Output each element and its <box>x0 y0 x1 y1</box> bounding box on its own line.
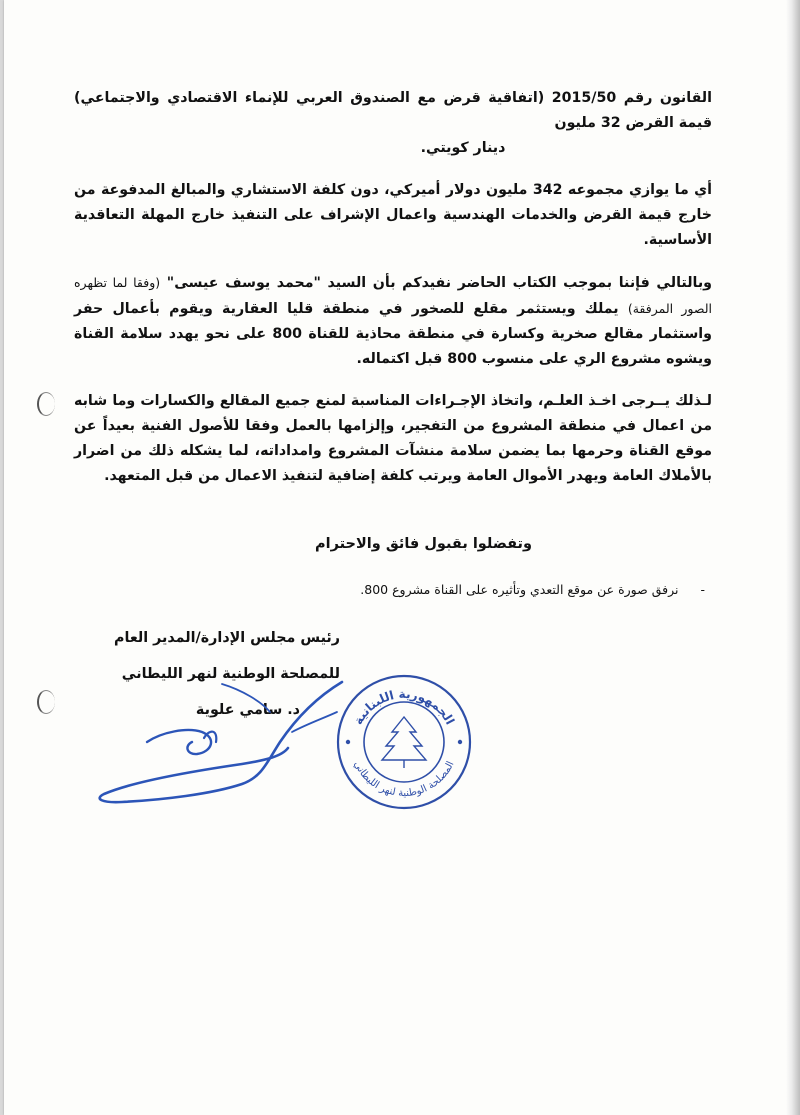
document-page <box>4 0 800 1115</box>
letter-body <box>74 86 712 506</box>
paragraph-quarry-notice <box>74 270 712 372</box>
quarry-notice-photos-note: (وفقا لما تظهره الصور المرفقة) <box>74 275 712 316</box>
paragraph-request: لـذلك يــرجى اخـذ العلـم، واتخاذ الإجـراءات المناسبة لمنع جميع المقالع والكسارات وما شابه من اعمال في منطقة المشروع من التفجير، وإلزامها بالعمل وفقا للأصول الفنية بعيداً عن موقع القناة وحرمها بما يضمن سلامة منشآت المشروع وامداداته، لما يشكله ذلك من اضرار بالأملاك العامة ويهدر الأموال العامة ويرتب كلفة إضافية لتنفيذ الاعمال من قبل المتعهد. <box>74 393 712 484</box>
page-edge-shadow <box>786 0 800 1115</box>
paragraph-cost: أي ما يوازي مجموعه 342 مليون دولار أميركي، دون كلفة الاستشاري والمبالغ المدفوعة من خارج قيمة القرض والخدمات الهندسية واعمال الإشراف على التنفيذ خارج المهلة التعاقدية الأساسية. <box>74 182 712 248</box>
handwritten-signature <box>92 672 372 822</box>
paragraph-law-reference <box>74 86 712 161</box>
punch-hole <box>37 690 55 714</box>
law-reference-line2: دينار كويتي. <box>420 140 506 156</box>
signer-title: رئيس مجلس الإدارة/المدير العام <box>113 630 340 646</box>
quarry-notice-part1: وبالتالي فإننا بموجب الكتاب الحاضر نفيدكم بأن السيد "محمد يوسف عيسى" <box>166 275 712 291</box>
svg-text:الجمهورية اللبنانية <box>351 687 457 727</box>
law-reference-line1: القانون رقم 2015/50 (اتفاقية قرض مع الصندوق العربي للإنماء الاقتصادي والاجتماعي) قيمة القرض 32 مليون <box>74 90 712 131</box>
official-seal <box>334 672 474 812</box>
signer-organization: للمصلحة الوطنية لنهر الليطاني <box>121 666 340 682</box>
attachment-dash: - <box>700 582 705 597</box>
seal-bottom-text: المصلحة الوطنية لنهر الليطاني <box>351 759 457 800</box>
signer-name: د. سامي علوية <box>195 702 300 718</box>
punch-hole <box>37 392 55 416</box>
quarry-notice-part3: يملك ويستثمر مقلع للصخور في منطقة قليا العقارية ويقوم بأعمال حفر واستثمار مقالع صخرية وكسارة في منطقة محاذية للقناة 800 على نحو يهدد سلامة القناة ويشوه مشروع الري على منسوب 800 قبل اكتماله. <box>74 301 712 367</box>
closing-salutation: وتفضلوا بقبول فائق والاحترام <box>315 536 532 552</box>
cedar-tree-icon <box>382 717 426 768</box>
attachment-text: نرفق صورة عن موقع التعدي وتأثيره على القناة مشروع 800. <box>360 582 679 597</box>
attachment-note <box>360 582 705 597</box>
seal-top-text: الجمهورية اللبنانية <box>350 686 458 727</box>
